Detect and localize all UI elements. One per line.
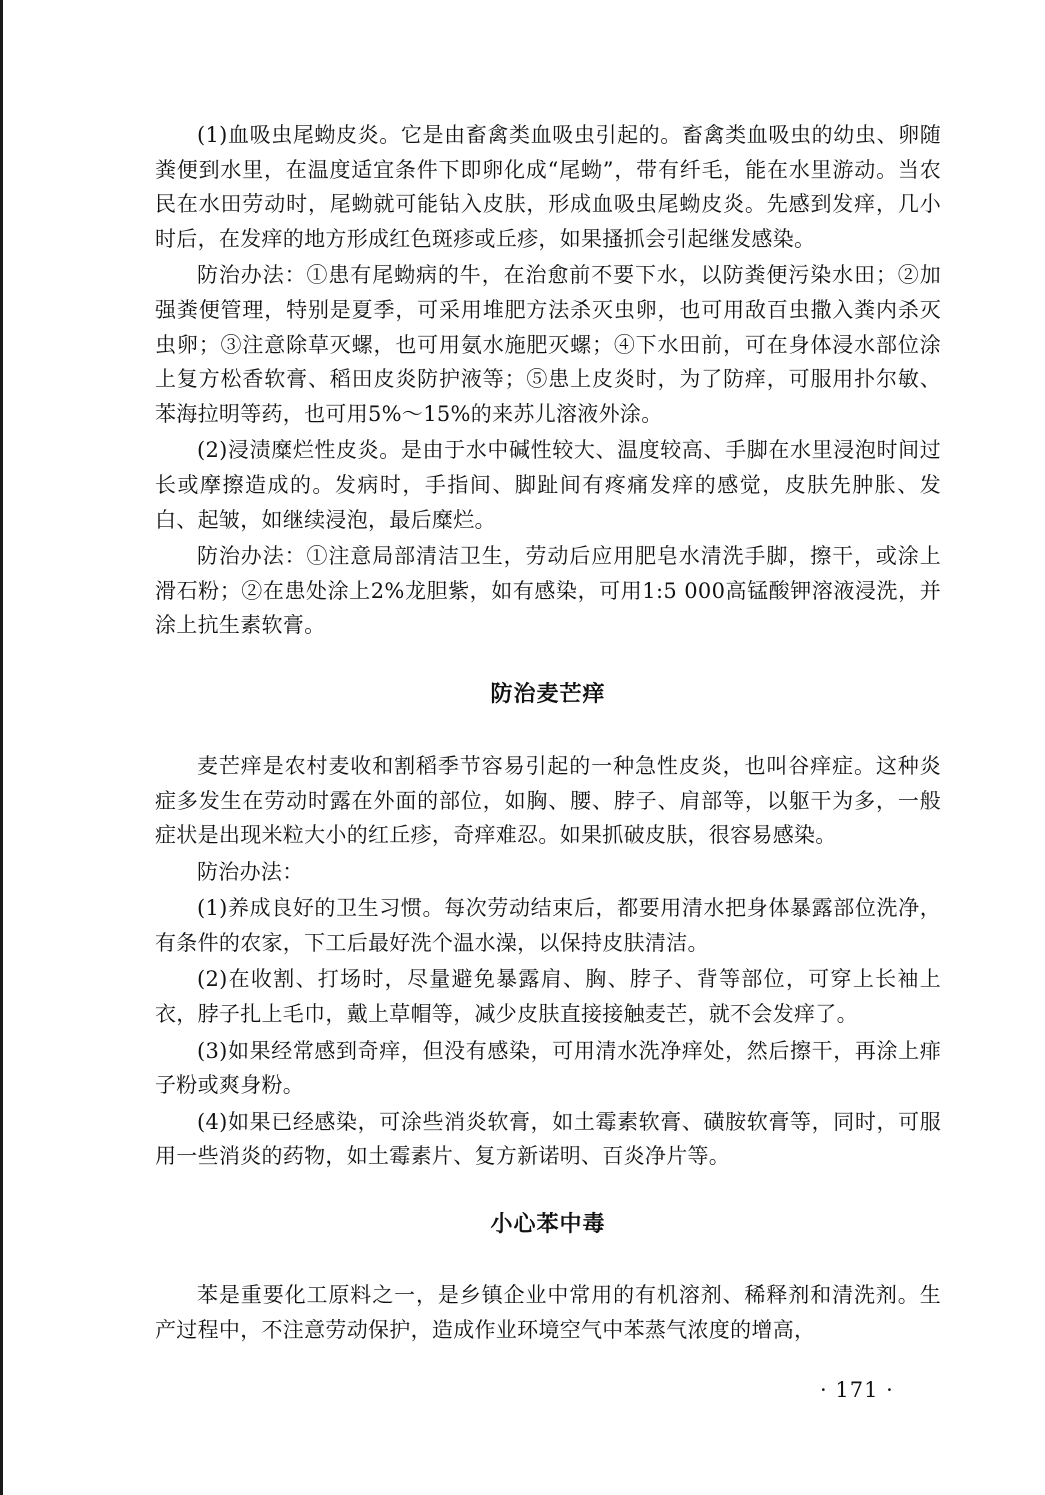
page-edge-line — [0, 0, 3, 1495]
paragraph-wheat-awn-prevention-label: 防治办法： — [197, 859, 304, 884]
paragraph-benzene-intro: 苯是重要化工原料之一，是乡镇企业中常用的有机溶剂、稀释剂和清洗剂。生产过程中，不注意劳动保护，造成作业环境空气中苯蒸气浓度的增高， — [155, 1283, 941, 1342]
paragraph-wheat-awn-intro: 麦芒痒是农村麦收和割稻季节容易引起的一种急性皮炎，也叫谷痒症。这种炎症多发生在劳动时露在外面的部位，如胸、腰、脖子、肩部等，以躯干为多，一般症状是出现米粒大小的红丘疹，奇痒难忍。如果抓破皮肤，很容易感染。 — [155, 753, 941, 848]
paragraph-wheat-awn-step-2: (2)在收割、打场时，尽量避免暴露肩、胸、脖子、背等部位，可穿上长袖上衣，脖子扎上毛巾，戴上草帽等，减少皮肤直接接触麦芒，就不会发痒了。 — [155, 967, 941, 1027]
paragraph-wheat-awn-step-1: (1)养成良好的卫生习惯。每次劳动结束后，都要用清水把身体暴露部位洗净，有条件的农家，下工后最好洗个温水澡，以保持皮肤清洁。 — [155, 896, 941, 955]
paragraph-immersion-dermatitis: (2)浸渍糜烂性皮炎。是由于水中碱性较大、温度较高、手脚在水里浸泡时间过长或摩擦造成的。发病时，手指间、脚趾间有疼痛发痒的感觉，皮肤先肿胀、发白、起皱，如继续浸泡，最后糜烂。 — [155, 438, 941, 532]
page-number: · 171 · — [820, 1378, 894, 1402]
section-heading-benzene-poisoning: 小心苯中毒 — [490, 1212, 606, 1238]
paragraph-schistosome-dermatitis: (1)血吸虫尾蚴皮炎。它是由畜禽类血吸虫引起的。畜禽类血吸虫的幼虫、卵随粪便到水里，在温度适宜条件下即卵化成“尾蚴”，带有纤毛，能在水里游动。当农民在水田劳动时，尾蚴就可能钻入皮肤，形成血吸虫尾蚴皮炎。先感到发痒，几小时后，在发痒的地方形成红色斑疹或丘疹，如果搔抓会引起继发感染。 — [155, 123, 941, 251]
paragraph-wheat-awn-step-4: (4)如果已经感染，可涂些消炎软膏，如土霉素软膏、磺胺软膏等，同时，可服用一些消炎的药物，如土霉素片、复方新诺明、百炎净片等。 — [155, 1109, 941, 1169]
page-body — [155, 118, 941, 1347]
section-heading-wheat-awn-itch: 防治麦芒痒 — [490, 681, 606, 707]
paragraph-wheat-awn-step-3: (3)如果经常感到奇痒，但没有感染，可用清水洗净痒处，然后擦干，再涂上痱子粉或爽身粉。 — [155, 1038, 941, 1098]
paragraph-schistosome-prevention: 防治办法：①患有尾蚴病的牛，在治愈前不要下水，以防粪便污染水田；②加强粪便管理，特别是夏季，可采用堆肥方法杀灭虫卵，也可用敌百虫撒入粪内杀灭虫卵；③注意除草灭螺，也可用氨水施肥灭螺；④下水田前，可在身体浸水部位涂上复方松香软膏、稻田皮炎防护液等；⑤患上皮炎时，为了防痒，可服用扑尔敏、苯海拉明等药，也可用5%～15%的来苏儿溶液外涂。 — [155, 263, 941, 426]
paragraph-immersion-prevention: 防治办法：①注意局部清洁卫生，劳动后应用肥皂水清洗手脚，擦干，或涂上滑石粉；②在患处涂上2%龙胆紫，如有感染，可用1:5 000高锰酸钾溶液浸洗，并涂上抗生素软膏。 — [155, 544, 941, 638]
